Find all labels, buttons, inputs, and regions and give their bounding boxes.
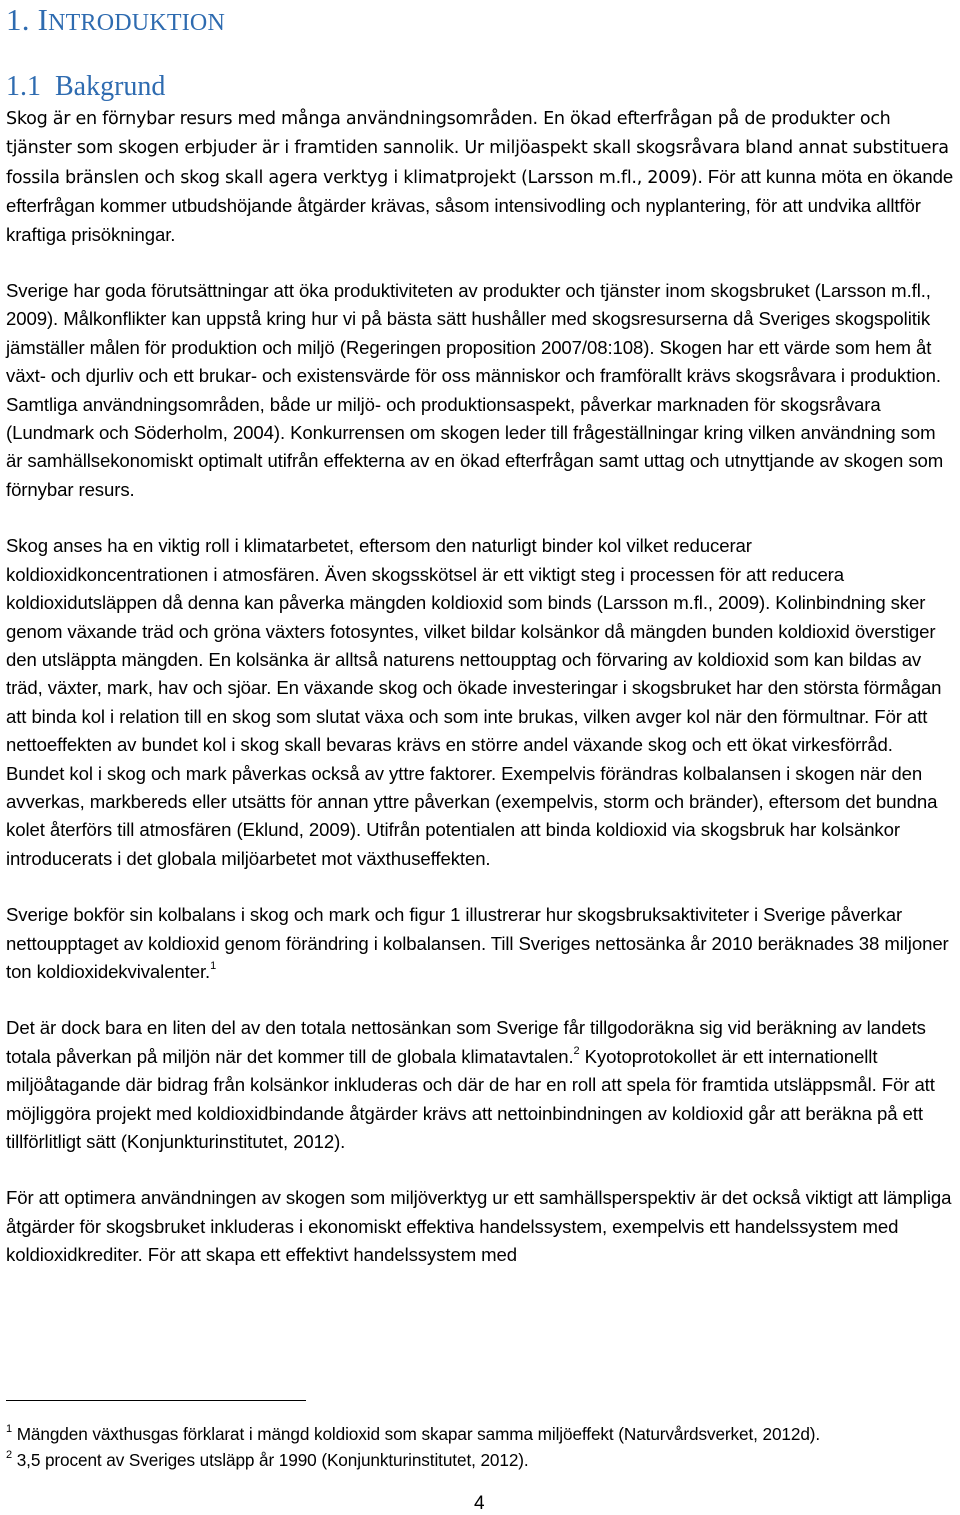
section-number: 1.1: [6, 71, 41, 102]
body-text: [6, 104, 956, 1270]
footnote-ref-2[interactable]: 2: [573, 1044, 580, 1057]
paragraph-5: [6, 1014, 956, 1156]
section-heading: [6, 71, 165, 103]
footnote-2: [6, 1447, 956, 1473]
chapter-heading: [6, 2, 225, 38]
footnote-ref-1[interactable]: 1: [210, 959, 217, 972]
paragraph-6: För att optimera användningen av skogen som miljöverktyg ur ett samhällsperspektiv är det också viktigt att lämpliga åtgärder för skogsbruket inkluderas i ekonomiskt effektiva handelssystem, exempelvis ett handelssystem med koldioxidkrediter. För att skapa ett effektivt handelssystem med: [6, 1187, 952, 1266]
footnote-1-text: Mängden växthusgas förklarat i mängd koldioxid som skapar samma miljöeffekt (Naturvårdsverket, 2012d).: [12, 1424, 821, 1444]
paragraph-2: Sverige har goda förutsättningar att öka produktiviteten av produkter och tjänster inom skogsbruket (Larsson m.fl., 2009). Målkonflikter kan uppstå kring hur vi på bästa sätt hushåller med skogsresurserna då Sveriges skogspolitik jämställer målen för produktion och miljö (Regeringen proposition 2007/08:108). Skogen har ett värde som hem åt växt- och djurliv och ett brukar- och existensvärde för oss människor och framförallt krävs skogsråvara i produktion. Samtliga användningsområden, både ur miljö- och produktionsaspekt, påverkar marknaden för skogsråvara (Lundmark och Söderholm, 2004). Konkurrensen om skogen leder till frågeställningar kring vilken användning som är samhällsekonomiskt optimalt utifrån effekterna av en ökad efterfrågan samt uttag och utnyttjande av skogen som förnybar resurs.: [6, 280, 944, 500]
paragraph-1-part-1: Skog är en förnybar resurs med många användningsområden. En ökad efterfrågan på de produkter och tjänster som skogen erbjuder är i framtiden sannolik. Ur miljöaspekt skall skogsråvara bland annat substituera fossila bränslen och skog skall agera verktyg i klimatprojekt (Larsson m.fl., 2009).: [6, 109, 949, 188]
footnote-1-marker: 1: [6, 1423, 13, 1435]
paragraph-5-text-after: Kyotoprotokollet är ett internationellt miljöåtagande där bidrag från kolsänkor inkluderas och där de har en roll att spela för framtida utsläppsmål. För att möjliggöra projekt med koldioxidbindande åtgärder krävs att nettoinbindningen av koldioxid går att beräkna på ett tillförlitligt sätt (Konjunkturinstitutet, 2012).: [6, 1045, 935, 1152]
footnote-1: [6, 1421, 956, 1447]
paragraph-4-text: Sverige bokför sin kolbalans i skog och mark och figur 1 illustrerar hur skogsbruksaktiviteter i Sverige påverkar nettoupptaget av koldioxid genom förändring i kolbalansen. Till Sveriges nettosänka år 2010 beräknades 38 miljoner ton koldioxidekvivalenter.: [6, 904, 949, 982]
page-number: 4: [474, 1493, 485, 1514]
chapter-title-initial: I: [37, 2, 49, 37]
section-title: Bakgrund: [55, 71, 166, 102]
chapter-title-rest: NTRODUKTION: [48, 10, 225, 36]
chapter-number: 1.: [6, 2, 30, 37]
footnotes: [6, 1421, 956, 1473]
footnote-separator: [6, 1400, 306, 1401]
paragraph-1: [6, 104, 956, 249]
paragraph-1-part-2: För att kunna möta en ökande efterfrågan kommer utbudshöjande åtgärder krävas, såsom intensivodling och nyplantering, för att undvika alltför kraftiga prisökningar.: [6, 165, 954, 245]
paragraph-5-text-before: Det är dock bara en liten del av den totala nettosänkan som Sverige får tillgodoräkna sig vid beräkning av landets totala påverkan på miljön när det kommer till de globala klimatavtalen.: [6, 1017, 926, 1067]
footnote-2-marker: 2: [6, 1449, 13, 1461]
paragraph-4: [6, 901, 956, 986]
footnote-2-text: 3,5 procent av Sveriges utsläpp år 1990 (Konjunkturinstitutet, 2012).: [12, 1450, 529, 1470]
paragraph-3: Skog anses ha en viktig roll i klimatarbetet, eftersom den naturligt binder kol vilket reducerar koldioxidkoncentrationen i atmosfären. Även skogsskötsel är ett viktigt steg i processen för att reducera koldioxidutsläppen då denna kan påverka mängden koldioxid som binds (Larsson m.fl., 2009). Kolinbindning sker genom växande träd och gröna växters fotosyntes, vilket bildar kolsänkor då mängden bunden koldioxid överstiger den utsläppta mängden. En kolsänka är alltså naturens nettoupptag och förvaring av koldioxid som kan bildas av träd, växter, mark, hav och sjöar. En växande skog och ökade investeringar i skogsbruket har den största förmågan att binda kol i relation till en skog som slutat växa och som inte brukas, vilken avger kol när den förmultnar. För att nettoeffekten av bundet kol i skog skall bevaras krävs en större andel växande skog och ett ökat virkesförråd. Bundet kol i skog och mark påverkas också av yttre faktorer. Exempelvis förändras kolbalansen i skogen när den avverkas, markbereds eller utsätts för annan yttre påverkan (exempelvis, storm och bränder), eftersom det bundna kolet återförs till atmosfären (Eklund, 2009). Utifrån potentialen att binda koldioxid via skogsbruk har kolsänkor introducerats i det globala miljöarbetet mot växthuseffekten.: [6, 535, 942, 869]
